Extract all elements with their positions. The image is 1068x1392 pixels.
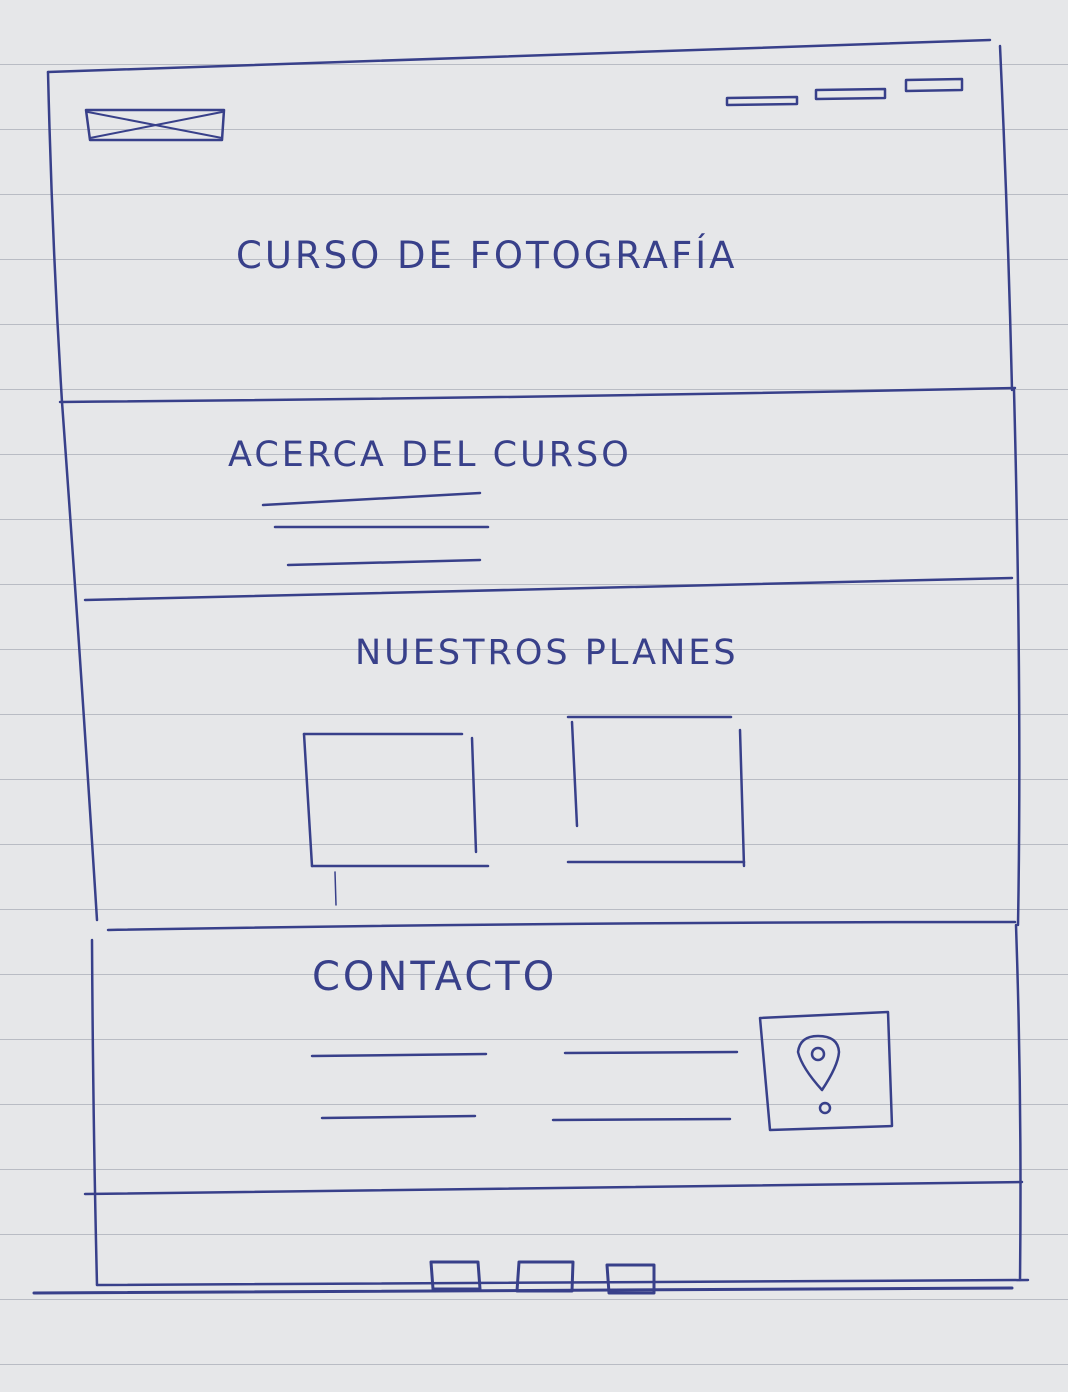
nav-item[interactable] (727, 97, 797, 105)
social-icon[interactable] (431, 1262, 480, 1289)
contact-field[interactable] (322, 1116, 475, 1118)
nav-menu (727, 79, 962, 105)
plans-heading: NUESTROS PLANES (355, 633, 739, 673)
contact-field[interactable] (565, 1052, 737, 1053)
section-divider (60, 388, 1015, 402)
logo[interactable] (86, 110, 224, 140)
contact-heading: CONTACTO (312, 954, 558, 1000)
map[interactable] (760, 1012, 892, 1130)
plan-card[interactable] (304, 734, 488, 905)
contact-field[interactable] (312, 1054, 486, 1056)
section-divider (85, 578, 1012, 600)
contact-field[interactable] (553, 1119, 730, 1120)
social-links (431, 1262, 654, 1293)
nav-item[interactable] (906, 79, 962, 91)
about-section (228, 435, 632, 565)
contact-form (312, 1052, 737, 1120)
plan-card[interactable] (568, 717, 744, 866)
section-divider (108, 922, 1015, 930)
plans-section (304, 633, 744, 905)
social-icon[interactable] (517, 1262, 573, 1291)
image-placeholder-icon (86, 110, 224, 140)
location-pin-icon (798, 1036, 839, 1113)
contact-section (312, 954, 892, 1130)
nav-item[interactable] (816, 89, 885, 99)
section-divider (85, 1182, 1022, 1194)
about-heading: ACERCA DEL CURSO (228, 435, 632, 475)
page-title: CURSO DE FOTOGRAFÍA (236, 234, 738, 277)
header (86, 79, 962, 277)
footer (431, 1262, 654, 1293)
about-text (263, 493, 488, 565)
